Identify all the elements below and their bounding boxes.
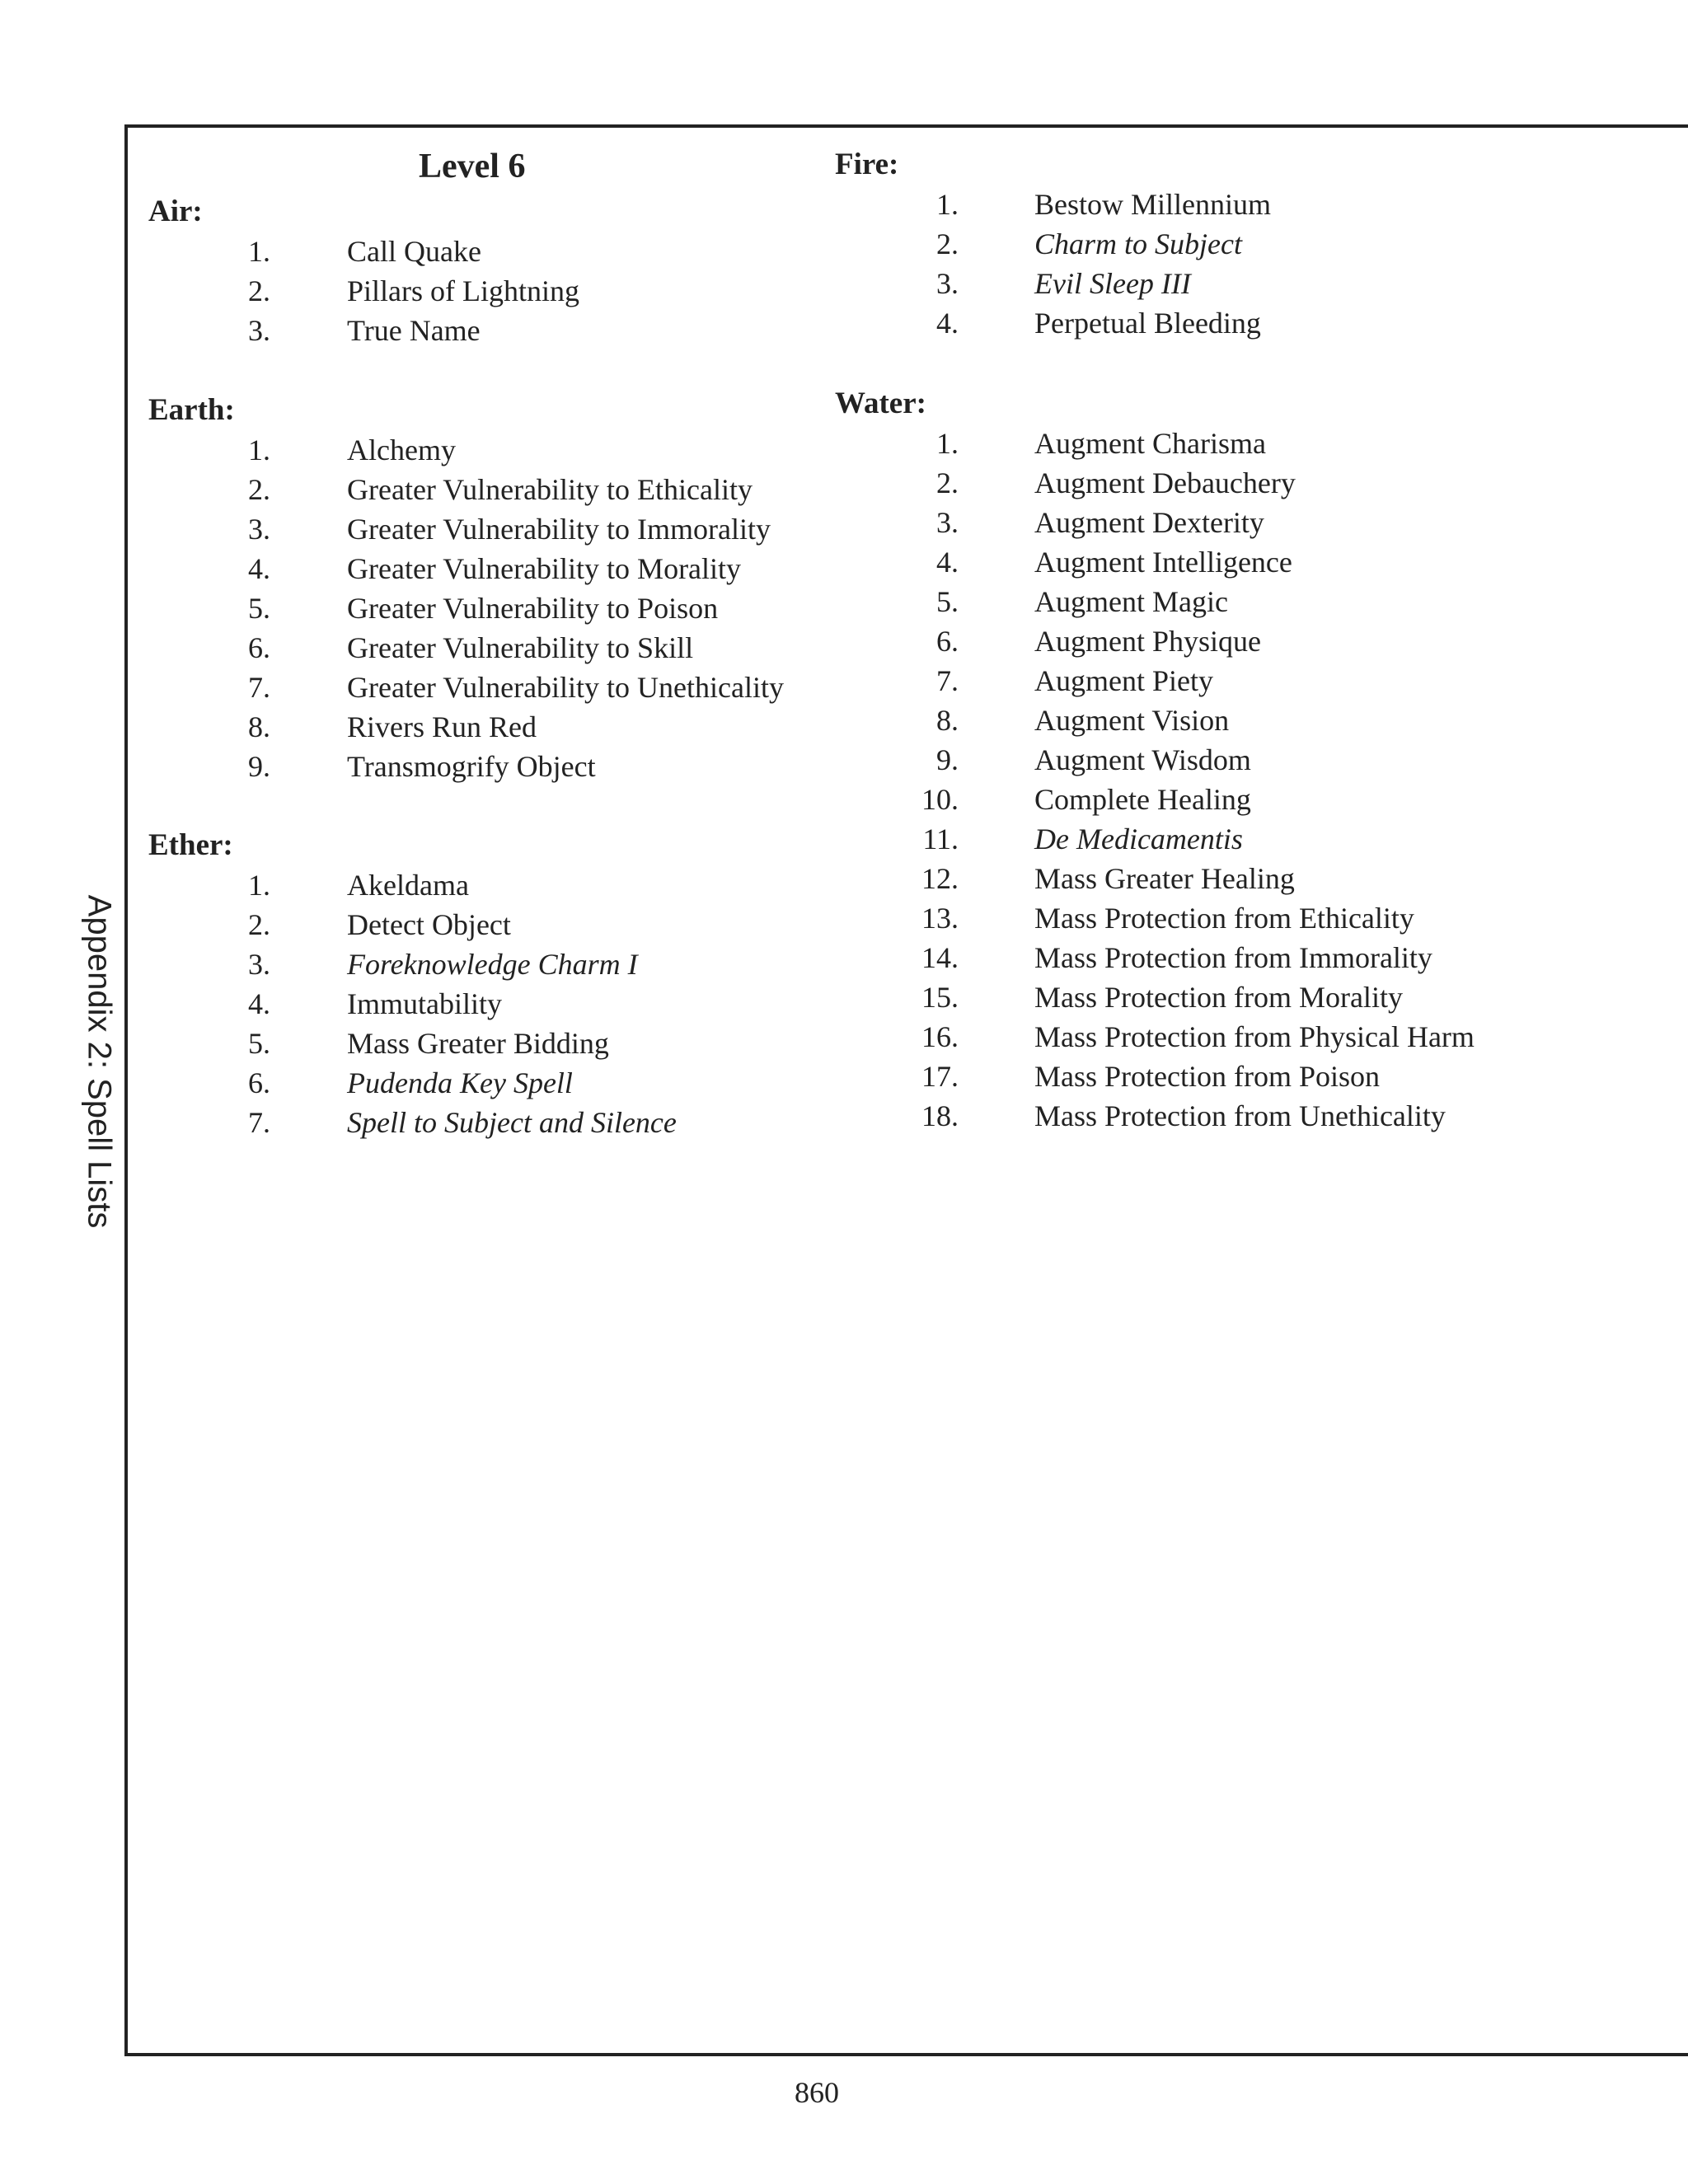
spell-name: Rivers Run Red bbox=[347, 710, 537, 743]
spell-name: Complete Healing bbox=[1034, 783, 1251, 816]
item-number: 7. bbox=[248, 1106, 270, 1139]
section-heading-earth: Earth: bbox=[148, 393, 235, 427]
item-number: 16. bbox=[921, 1020, 959, 1053]
spell-name: Mass Protection from Morality bbox=[1034, 981, 1403, 1014]
page-number: 860 bbox=[795, 2076, 839, 2109]
item-number: 3. bbox=[936, 506, 959, 539]
spell-name: Bestow Millennium bbox=[1034, 188, 1271, 221]
spell-name: Augment Magic bbox=[1034, 585, 1228, 618]
item-number: 6. bbox=[248, 1066, 270, 1099]
spell-name: Spell to Subject and Silence bbox=[347, 1106, 677, 1139]
list-item bbox=[835, 1096, 1511, 1136]
list-item bbox=[148, 509, 824, 549]
item-number: 5. bbox=[936, 585, 959, 618]
item-number: 2. bbox=[248, 274, 270, 307]
item-number: 6. bbox=[936, 625, 959, 658]
section-earth bbox=[148, 391, 824, 786]
spell-name: Pudenda Key Spell bbox=[347, 1066, 573, 1099]
section-air bbox=[148, 192, 808, 350]
list-item bbox=[835, 661, 1511, 701]
spell-name: Foreknowledge Charm I bbox=[347, 948, 638, 981]
section-heading-fire: Fire: bbox=[835, 148, 899, 181]
section-heading-water: Water: bbox=[835, 387, 926, 420]
spell-list-fire bbox=[835, 185, 1511, 343]
spell-name: Detect Object bbox=[347, 908, 511, 941]
item-number: 4. bbox=[936, 307, 959, 340]
spell-name: True Name bbox=[347, 314, 481, 347]
item-number: 4. bbox=[248, 987, 270, 1020]
list-item bbox=[835, 1017, 1511, 1057]
spell-list-water bbox=[835, 424, 1511, 1136]
item-number: 1. bbox=[248, 869, 270, 902]
item-number: 2. bbox=[936, 466, 959, 499]
item-number: 11. bbox=[922, 823, 959, 855]
list-item bbox=[148, 628, 824, 668]
appendix-side-label: Appendix 2: Spell Lists bbox=[81, 894, 118, 1229]
spell-name: Perpetual Bleeding bbox=[1034, 307, 1261, 340]
item-number: 17. bbox=[921, 1060, 959, 1093]
spell-name: Charm to Subject bbox=[1034, 227, 1242, 260]
spell-name: Augment Debauchery bbox=[1034, 466, 1296, 499]
spell-name: Immutability bbox=[347, 987, 502, 1020]
spell-name: Augment Wisdom bbox=[1034, 743, 1251, 776]
spell-name: Greater Vulnerability to Ethicality bbox=[347, 473, 753, 506]
level-title: Level 6 bbox=[419, 148, 526, 185]
item-number: 1. bbox=[936, 427, 959, 460]
list-item bbox=[835, 264, 1511, 303]
item-number: 1. bbox=[936, 188, 959, 221]
list-item bbox=[835, 503, 1511, 542]
list-item bbox=[148, 707, 824, 747]
spell-name: Greater Vulnerability to Skill bbox=[347, 631, 694, 664]
item-number: 3. bbox=[936, 267, 959, 300]
section-heading-ether: Ether: bbox=[148, 828, 233, 862]
list-item bbox=[835, 938, 1511, 977]
spell-name: Alchemy bbox=[347, 434, 456, 466]
item-number: 7. bbox=[248, 671, 270, 704]
list-item bbox=[148, 549, 824, 588]
item-number: 4. bbox=[248, 552, 270, 585]
spell-name: Mass Greater Healing bbox=[1034, 862, 1295, 895]
list-item bbox=[148, 470, 824, 509]
list-item bbox=[835, 463, 1511, 503]
list-item bbox=[835, 1057, 1511, 1096]
spell-name: Augment Charisma bbox=[1034, 427, 1266, 460]
section-water bbox=[835, 384, 1511, 1136]
spell-name: Greater Vulnerability to Unethicality bbox=[347, 671, 784, 704]
list-item bbox=[835, 424, 1511, 463]
list-item bbox=[835, 303, 1511, 343]
item-number: 8. bbox=[248, 710, 270, 743]
spell-name: Augment Vision bbox=[1034, 704, 1230, 737]
spell-name: Greater Vulnerability to Morality bbox=[347, 552, 742, 585]
list-item bbox=[148, 271, 808, 311]
spell-name: Augment Physique bbox=[1034, 625, 1261, 658]
item-number: 15. bbox=[921, 981, 959, 1014]
list-item bbox=[148, 984, 824, 1024]
list-item bbox=[835, 224, 1511, 264]
spell-name: Mass Greater Bidding bbox=[347, 1027, 609, 1060]
item-number: 2. bbox=[248, 908, 270, 941]
list-item bbox=[148, 1103, 824, 1142]
list-item bbox=[835, 780, 1511, 819]
spell-name: Mass Protection from Poison bbox=[1034, 1060, 1380, 1093]
spell-list-air bbox=[148, 232, 808, 350]
list-item bbox=[148, 588, 824, 628]
list-item bbox=[835, 859, 1511, 898]
spell-name: Call Quake bbox=[347, 235, 481, 268]
item-number: 3. bbox=[248, 314, 270, 347]
item-number: 12. bbox=[921, 862, 959, 895]
list-item bbox=[148, 905, 824, 944]
list-item bbox=[148, 311, 808, 350]
spell-name: Akeldama bbox=[347, 869, 469, 902]
list-item bbox=[835, 701, 1511, 740]
list-item bbox=[148, 430, 824, 470]
spell-name: Mass Protection from Ethicality bbox=[1034, 902, 1414, 935]
item-number: 8. bbox=[936, 704, 959, 737]
item-number: 3. bbox=[248, 948, 270, 981]
section-heading-air: Air: bbox=[148, 194, 203, 228]
list-item bbox=[835, 185, 1511, 224]
spell-name: Mass Protection from Physical Harm bbox=[1034, 1020, 1475, 1053]
item-number: 14. bbox=[921, 941, 959, 974]
item-number: 13. bbox=[921, 902, 959, 935]
item-number: 4. bbox=[936, 546, 959, 579]
list-item bbox=[148, 944, 824, 984]
section-fire bbox=[835, 145, 1511, 343]
spell-name: Mass Protection from Immorality bbox=[1034, 941, 1432, 974]
list-item bbox=[148, 668, 824, 707]
list-item bbox=[835, 740, 1511, 780]
list-item bbox=[835, 621, 1511, 661]
spell-name: Transmogrify Object bbox=[347, 750, 596, 783]
list-item bbox=[835, 819, 1511, 859]
item-number: 3. bbox=[248, 513, 270, 546]
spell-name: De Medicamentis bbox=[1034, 823, 1243, 855]
spell-name: Augment Piety bbox=[1034, 664, 1213, 697]
item-number: 1. bbox=[248, 434, 270, 466]
item-number: 18. bbox=[921, 1099, 959, 1132]
list-item bbox=[835, 977, 1511, 1017]
item-number: 9. bbox=[936, 743, 959, 776]
item-number: 2. bbox=[936, 227, 959, 260]
item-number: 5. bbox=[248, 592, 270, 625]
spell-name: Augment Intelligence bbox=[1034, 546, 1292, 579]
list-item bbox=[835, 542, 1511, 582]
item-number: 5. bbox=[248, 1027, 270, 1060]
list-item bbox=[148, 747, 824, 786]
list-item bbox=[148, 865, 824, 905]
list-item bbox=[148, 1024, 824, 1063]
item-number: 7. bbox=[936, 664, 959, 697]
spell-list-ether bbox=[148, 865, 824, 1142]
list-item bbox=[835, 898, 1511, 938]
spell-name: Evil Sleep III bbox=[1034, 267, 1191, 300]
spell-name: Mass Protection from Unethicality bbox=[1034, 1099, 1446, 1132]
spell-list-earth bbox=[148, 430, 824, 786]
spell-name: Pillars of Lightning bbox=[347, 274, 579, 307]
list-item bbox=[148, 232, 808, 271]
item-number: 2. bbox=[248, 473, 270, 506]
list-item bbox=[835, 582, 1511, 621]
spell-name: Greater Vulnerability to Poison bbox=[347, 592, 719, 625]
item-number: 6. bbox=[248, 631, 270, 664]
item-number: 9. bbox=[248, 750, 270, 783]
spell-name: Augment Dexterity bbox=[1034, 506, 1264, 539]
list-item bbox=[148, 1063, 824, 1103]
item-number: 1. bbox=[248, 235, 270, 268]
spell-name: Greater Vulnerability to Immorality bbox=[347, 513, 771, 546]
section-ether bbox=[148, 826, 824, 1142]
item-number: 10. bbox=[921, 783, 959, 816]
